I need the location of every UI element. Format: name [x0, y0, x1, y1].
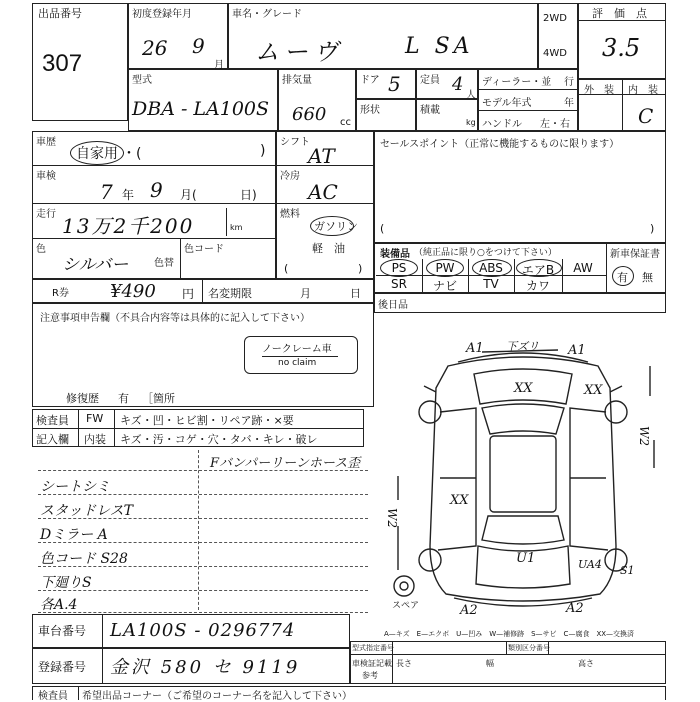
- footer-inspector-label: 検査員: [38, 691, 68, 702]
- car-name: ムーヴ: [255, 38, 344, 66]
- inspection-label: 車検: [36, 171, 56, 182]
- insp-year-unit: 年: [122, 188, 135, 202]
- ac-label: 冷房: [280, 171, 300, 182]
- height-label: 高さ: [578, 659, 594, 668]
- drive-4wd: 4WD: [543, 48, 567, 59]
- after-items-box: [374, 293, 666, 313]
- width-label: 幅: [486, 659, 494, 668]
- capacity-value: 4: [452, 74, 464, 95]
- color-value: シルバー: [62, 255, 129, 275]
- no-claim-jp: ノークレーム車: [262, 344, 332, 355]
- repair-label: 修復歴: [66, 392, 99, 405]
- mark-w2-right: W2: [637, 426, 651, 446]
- car-grade: L SA: [405, 34, 474, 59]
- mark-a1-right: A1: [568, 343, 586, 358]
- fuel-paren-open: (: [284, 262, 289, 275]
- recycle-label: R券: [52, 288, 69, 299]
- mark-a2-left: A2: [460, 603, 478, 618]
- comment-2: シートシミ: [40, 479, 110, 495]
- interior-items: キズ・汚・コゲ・穴・タバ・キレ・破レ: [120, 433, 318, 446]
- equipment-vline: [606, 243, 607, 293]
- car-name-label: 車名・グレード: [232, 9, 302, 20]
- desired-label: 希望出品コーナー（ご希望のコーナー名を記入して下さい）: [82, 691, 352, 702]
- insp-month: 9: [150, 178, 163, 202]
- exterior-label: 外 装: [584, 85, 614, 96]
- sales-paren-open: (: [380, 222, 385, 235]
- displacement-value: 660: [292, 104, 327, 125]
- type-cert-label: 型式指定番号: [352, 644, 394, 652]
- circle-airbag: [516, 259, 562, 277]
- chassis-number: LA100S - 0296774: [110, 620, 296, 641]
- equip-vl-2: [468, 259, 469, 293]
- inspector-vline-1: [78, 409, 79, 447]
- deadline-day: 日: [350, 287, 361, 300]
- interior-label: 内 装: [628, 85, 658, 96]
- comment-vline: [198, 450, 199, 610]
- fw-label: FW: [86, 412, 104, 425]
- recycle-value: ¥490: [110, 281, 156, 302]
- mileage-vline: [226, 208, 227, 236]
- usage-dot: ・(: [122, 146, 142, 162]
- comment-6: 下廻りS: [40, 575, 92, 591]
- equip-aw: AW: [573, 261, 593, 275]
- dealer-label: ディーラー・並: [482, 77, 552, 88]
- drive-2wd: 2WD: [543, 13, 567, 24]
- insp-day-unit: 日): [240, 188, 257, 202]
- mark-xx-right: XX: [584, 383, 603, 398]
- fuel-alt: 軽 油: [312, 242, 345, 255]
- equip-navi: ナビ: [432, 279, 457, 293]
- equip-abs: ABS: [479, 261, 503, 275]
- cert-vline-2: [506, 641, 507, 654]
- circle-pw: [426, 259, 464, 277]
- score-label: 評 価 点: [592, 7, 647, 20]
- length-label: 長さ: [396, 659, 412, 668]
- interior-grade: C: [638, 104, 654, 128]
- inspector-hline: [32, 428, 364, 429]
- mark-s1: S1: [620, 564, 635, 577]
- grade-sub-divider: [622, 79, 623, 131]
- lot-number: 307: [42, 50, 83, 77]
- yen-unit: 円: [182, 287, 195, 301]
- model-year-label: モデル年式: [482, 98, 532, 109]
- equipment-label: 装備品: [380, 249, 410, 260]
- dealer-suffix: 行: [564, 77, 574, 88]
- model-year-unit: 年: [564, 98, 574, 109]
- comment-7: 各A.4: [40, 597, 78, 613]
- new-warranty-label: 新車保証書: [610, 249, 660, 260]
- right-doors: [570, 408, 608, 550]
- wheel-fl: [419, 401, 441, 423]
- chassis-label: 車台番号: [38, 624, 87, 638]
- model-label: 型式: [132, 75, 152, 86]
- dealer-hline-1: [478, 89, 578, 90]
- circle-ps: [380, 259, 418, 277]
- first-reg-label: 初度登録年月: [132, 9, 192, 20]
- history-hline-1: [32, 165, 276, 166]
- sales-point-label: セールスポイント（正常に機能するものに限ります）: [380, 139, 620, 150]
- repair-value: 有: [118, 392, 129, 405]
- windshield: [482, 404, 564, 434]
- comment-line-7: [38, 612, 368, 613]
- equip-vl-3: [514, 259, 515, 293]
- insp-year: 7: [100, 180, 113, 204]
- mark-shitazuri: 下ズリ: [506, 340, 539, 353]
- shift-value: AT: [308, 144, 335, 168]
- comment-1: Fバンパーリーンホース歪: [210, 456, 361, 471]
- roof: [490, 436, 556, 512]
- doors-label: ドア: [360, 75, 380, 86]
- handle-options: 左・右: [540, 119, 570, 130]
- lot-label: 出品番号: [38, 7, 82, 20]
- mark-a1-left: A1: [466, 341, 484, 356]
- ref-label: 参考: [362, 671, 378, 680]
- history-hline-2: [32, 203, 276, 204]
- first-reg-month: 9: [192, 34, 205, 58]
- equip-leather: カワ: [525, 279, 550, 293]
- usage-close: ): [260, 143, 266, 159]
- capacity-label: 定員: [420, 75, 440, 86]
- desired-vline: [78, 686, 79, 700]
- history-label: 車歴: [36, 137, 56, 148]
- load-label: 積載: [420, 105, 440, 116]
- inspector-label: 検査員: [36, 414, 69, 427]
- equip-pw: PW: [435, 261, 455, 275]
- handle-label: ハンドル: [482, 119, 522, 130]
- fw-items: キズ・凹・ヒビ割・リペア跡・×要: [120, 414, 294, 427]
- cc-unit: cc: [340, 117, 351, 128]
- deadline-month: 月: [300, 287, 311, 300]
- no-claim-underline: [262, 356, 338, 357]
- legend: A—キズ E—エクボ U—凹み W—補修跡 S—サビ C—腐食 XX—交換済: [384, 630, 635, 638]
- comment-4: Dミラー A: [40, 527, 108, 543]
- cert-label: 車検証記載: [352, 659, 392, 668]
- mileage-label: 走行: [36, 209, 56, 220]
- kg-unit: kg: [466, 118, 476, 127]
- spare-tire-inner: [400, 582, 408, 590]
- class-label: 類別区分番号: [508, 644, 550, 652]
- reg-label: 登録番号: [38, 660, 87, 674]
- spare-label: スペア: [392, 601, 420, 611]
- color-label: 色: [36, 244, 46, 255]
- equip-ps: PS: [391, 261, 407, 275]
- mirror-l: [424, 386, 436, 392]
- fuel-label: 燃料: [280, 209, 300, 220]
- mark-u1: U1: [516, 551, 536, 566]
- recycle-box: [32, 279, 374, 303]
- first-reg-month-unit: 月: [214, 60, 224, 71]
- color-change-label: 色替: [154, 258, 174, 269]
- displacement-label: 排気量: [282, 75, 312, 86]
- entry-label: 記入欄: [36, 433, 69, 446]
- mark-a2-right: A2: [566, 601, 584, 616]
- usage-value: 自家用: [76, 146, 118, 162]
- score-divider: [578, 20, 666, 21]
- score-value: 3.5: [602, 34, 641, 62]
- equip-airbag: エアB: [521, 263, 555, 277]
- history-vline-color: [180, 238, 181, 279]
- sales-paren-close: ): [650, 222, 655, 235]
- chassis-vline: [102, 614, 103, 648]
- cert-hline: [350, 654, 666, 655]
- model-code: DBA - LA100S: [132, 98, 270, 120]
- no-claim-en: no claim: [278, 358, 317, 368]
- fuel-value: ガソリン: [314, 220, 358, 233]
- left-doors: [438, 408, 476, 550]
- equip-tv: TV: [483, 277, 499, 291]
- wheel-fr: [605, 401, 627, 423]
- color-code-label: 色コード: [184, 244, 224, 255]
- mileage-value: 13万2千200: [62, 214, 195, 238]
- recycle-vline: [202, 279, 203, 303]
- km-unit: km: [230, 223, 243, 232]
- fuel-paren-close: ): [358, 262, 363, 275]
- car-diagram: [378, 316, 668, 624]
- equip-vl-4: [562, 259, 563, 293]
- repair-location: ［箇所: [142, 392, 175, 405]
- shift-label: シフト: [280, 137, 310, 148]
- inspector-vline-2: [114, 409, 115, 447]
- warranty-no: 無: [642, 271, 653, 284]
- reg-number: 金沢 580 セ 9119: [110, 657, 301, 678]
- mark-ua4: UA4: [578, 558, 602, 571]
- doors-value: 5: [388, 72, 401, 96]
- mark-w2-left: W2: [385, 508, 399, 528]
- spare-tire: [394, 576, 414, 596]
- insp-month-unit: 月(: [180, 188, 197, 202]
- mirror-r: [610, 386, 622, 392]
- ac-value: AC: [308, 180, 338, 204]
- interior-row-label: 内装: [84, 433, 106, 446]
- dealer-hline-2: [478, 110, 578, 111]
- comment-3: スタッドレスT: [40, 503, 133, 519]
- rear-window: [482, 516, 564, 544]
- notice-label: 注意事項申告欄（不具合内容等は具体的に記入して下さい）: [40, 313, 310, 324]
- first-reg-year: 26: [142, 36, 168, 60]
- equip-sr: SR: [391, 277, 407, 291]
- mark-xx-hood: XX: [514, 381, 533, 396]
- person-unit: 人: [466, 90, 476, 101]
- circle-abs: [472, 259, 512, 277]
- warranty-yes: 有: [617, 271, 628, 284]
- equipment-note: （純正品に限り○をつけて下さい）: [414, 248, 557, 258]
- comment-5: 色コード S28: [40, 551, 128, 567]
- deadline-label: 名変期限: [208, 287, 252, 300]
- shape-label: 形状: [360, 105, 380, 116]
- mark-xx-left: XX: [450, 493, 469, 508]
- equip-vl-1: [422, 259, 423, 293]
- after-label: 後日品: [378, 300, 408, 311]
- reg-vline: [102, 648, 103, 684]
